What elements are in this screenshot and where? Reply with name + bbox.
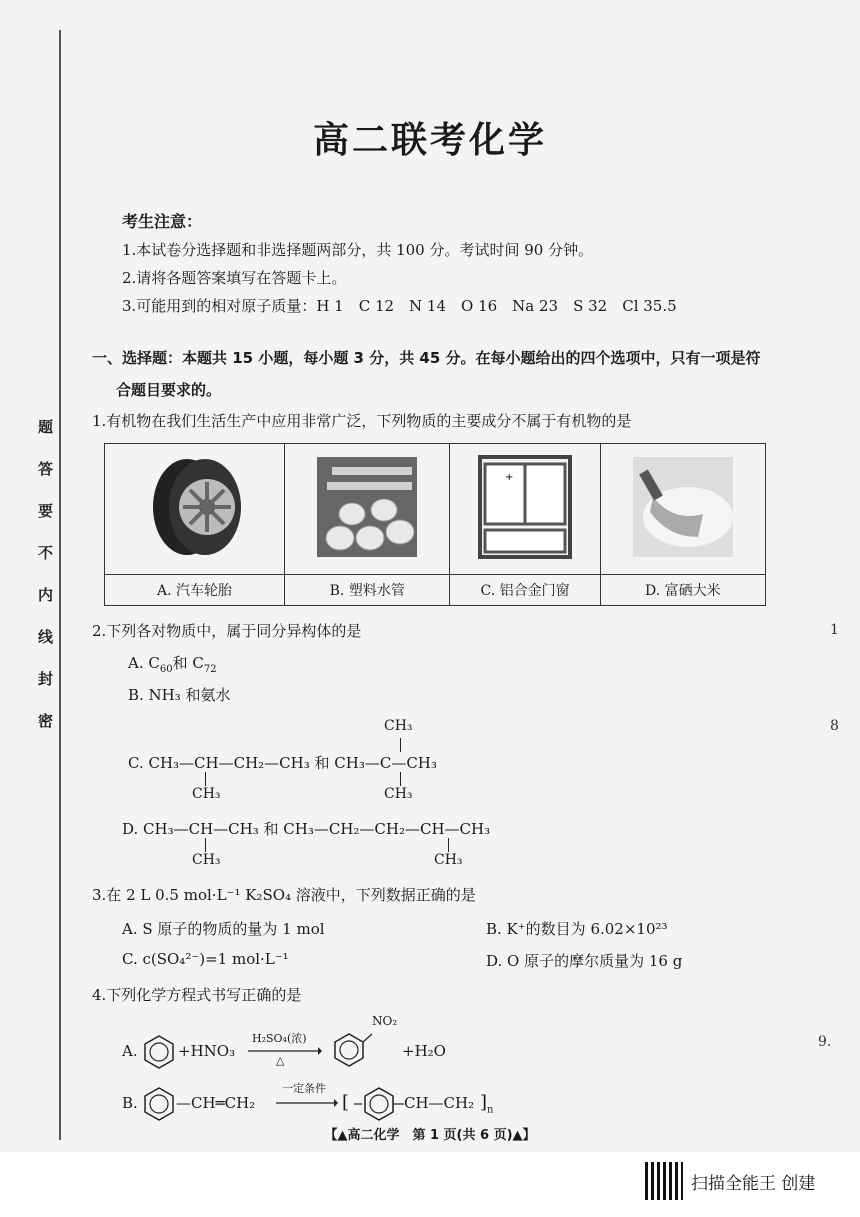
- option-a-caption: A. 汽车轮胎: [105, 575, 285, 606]
- svg-text:+: +: [505, 472, 514, 483]
- question-2-option-c: C. CH₃—CH—CH₂—CH₃ 和 CH₃—C—CH₃: [128, 754, 437, 772]
- seal-line-notice: [38, 420, 60, 729]
- page-footer: 【▲高二化学 第 1 页(共 6 页)▲】: [324, 1128, 536, 1143]
- notice-item: 1.本试卷分选择题和非选择题两部分，共 100 分。考试时间 90 分钟。: [122, 241, 594, 259]
- structure-substituent: CH₃: [384, 786, 413, 802]
- polymer-subscript: n: [487, 1104, 494, 1116]
- option-d-caption: D. 富硒大米: [600, 575, 765, 606]
- section-heading: [92, 342, 782, 406]
- scanner-label: 扫描全能王 创建: [691, 1173, 816, 1194]
- question-3-option-a: A. S 原子的物质的量为 1 mol: [122, 920, 325, 938]
- scanner-watermark: [645, 1162, 815, 1200]
- seal-char: 线: [38, 628, 54, 646]
- equation-b-condition: 一定条件: [282, 1082, 326, 1095]
- equation-b-reactant: —CH═CH₂: [176, 1094, 256, 1112]
- seal-char: 题: [38, 418, 54, 436]
- polystyrene-ring-icon: [354, 1086, 404, 1122]
- tire-image: [105, 444, 285, 575]
- question-3-stem: 3.在 2 L 0.5 mol·L⁻¹ K₂SO₄ 溶液中，下列数据正确的是: [92, 886, 476, 904]
- section-line: 一、选择题：本题共 15 小题，每小题 3 分，共 45 分。在每小题给出的四个选项中，只有一项是符: [92, 349, 761, 367]
- question-3-option-d: D. O 原子的摩尔质量为 16 g: [486, 952, 683, 970]
- reaction-arrow-icon: [276, 1098, 338, 1108]
- subscript: 60: [159, 664, 173, 675]
- equation-a-condition: H₂SO₄(浓): [252, 1032, 307, 1045]
- question-2-option-d: D. CH₃—CH—CH₃ 和 CH₃—CH₂—CH₂—CH—CH₃: [122, 820, 491, 838]
- question-4-stem: 4.下列化学方程式书写正确的是: [92, 986, 302, 1004]
- nitro-group: NO₂: [372, 1014, 398, 1028]
- notice-item: 2.请将各题答案填写在答题卡上。: [122, 269, 347, 287]
- qr-code-icon: [645, 1162, 683, 1200]
- equation-a-product: +H₂O: [402, 1042, 446, 1060]
- subscript: 72: [203, 664, 217, 675]
- seal-char: 要: [38, 502, 54, 520]
- structure-substituent: CH₃: [192, 852, 221, 868]
- question-3-option-b: B. K⁺的数目为 6.02×10²³: [486, 920, 668, 938]
- structure-substituent: CH₃: [192, 786, 221, 802]
- bond-line: [448, 838, 449, 852]
- seal-char: 密: [38, 712, 54, 730]
- question-1-stem: 1.有机物在我们生活生产中应用非常广泛，下列物质的主要成分不属于有机物的是: [92, 412, 632, 430]
- option-c-caption: C. 铝合金门窗: [450, 575, 600, 606]
- equation-a-heat: △: [276, 1054, 285, 1067]
- polymer-bracket-right: ]$_n$: [480, 1092, 494, 1116]
- nitrobenzene-ring-icon: [330, 1030, 374, 1068]
- reaction-arrow-icon: [248, 1046, 322, 1056]
- equation-a-reagent: +HNO₃: [178, 1042, 236, 1060]
- seal-char: 内: [38, 586, 54, 604]
- question-1-image-table: [104, 443, 766, 606]
- bond-line: [400, 772, 401, 786]
- rice-image: [600, 444, 765, 575]
- aluminum-window-image: [450, 444, 600, 575]
- section-line: 合题目要求的。: [116, 381, 222, 399]
- equation-a-label: A.: [122, 1042, 138, 1060]
- edge-mark: 9.: [818, 1034, 832, 1050]
- edge-mark: 1: [830, 622, 839, 638]
- structure-substituent: CH₃: [434, 852, 463, 868]
- structure-substituent: CH₃: [384, 718, 413, 734]
- polymer-bracket-left: [: [342, 1092, 350, 1113]
- seal-char: 答: [38, 460, 54, 478]
- equation-b-label: B.: [122, 1094, 138, 1112]
- benzene-ring-icon: [142, 1034, 176, 1070]
- edge-mark: 8: [830, 718, 839, 734]
- plastic-pipe-image: [285, 444, 450, 575]
- bond-line: [400, 738, 401, 752]
- option-b-caption: B. 塑料水管: [285, 575, 450, 606]
- reactant-text: CH═CH₂: [191, 1094, 256, 1112]
- notice-item: 3.可能用到的相对原子质量：H 1 C 12 N 14 O 16 Na 23 S 32 Cl 35.5: [122, 297, 677, 315]
- bond-line: [205, 838, 206, 852]
- question-2-option-a: [128, 652, 217, 675]
- notice-head: 考生注意：: [122, 212, 203, 231]
- exam-notice: [122, 208, 677, 320]
- question-2-stem: 2.下列各对物质中，属于同分异构体的是: [92, 622, 362, 640]
- seal-char: 封: [38, 670, 54, 688]
- bond-line: [205, 772, 206, 786]
- seal-char: 不: [38, 544, 54, 562]
- option-text: 和 C: [172, 654, 204, 672]
- question-2-option-b: B. NH₃ 和氨水: [128, 686, 231, 704]
- page-title: 高二联考化学: [312, 120, 547, 161]
- equation-b-product: CH—CH₂: [404, 1094, 475, 1112]
- styrene-ring-icon: [142, 1086, 176, 1122]
- question-3-option-c: C. c(SO₄²⁻)=1 mol·L⁻¹: [122, 950, 289, 968]
- option-text: A. C: [128, 654, 160, 672]
